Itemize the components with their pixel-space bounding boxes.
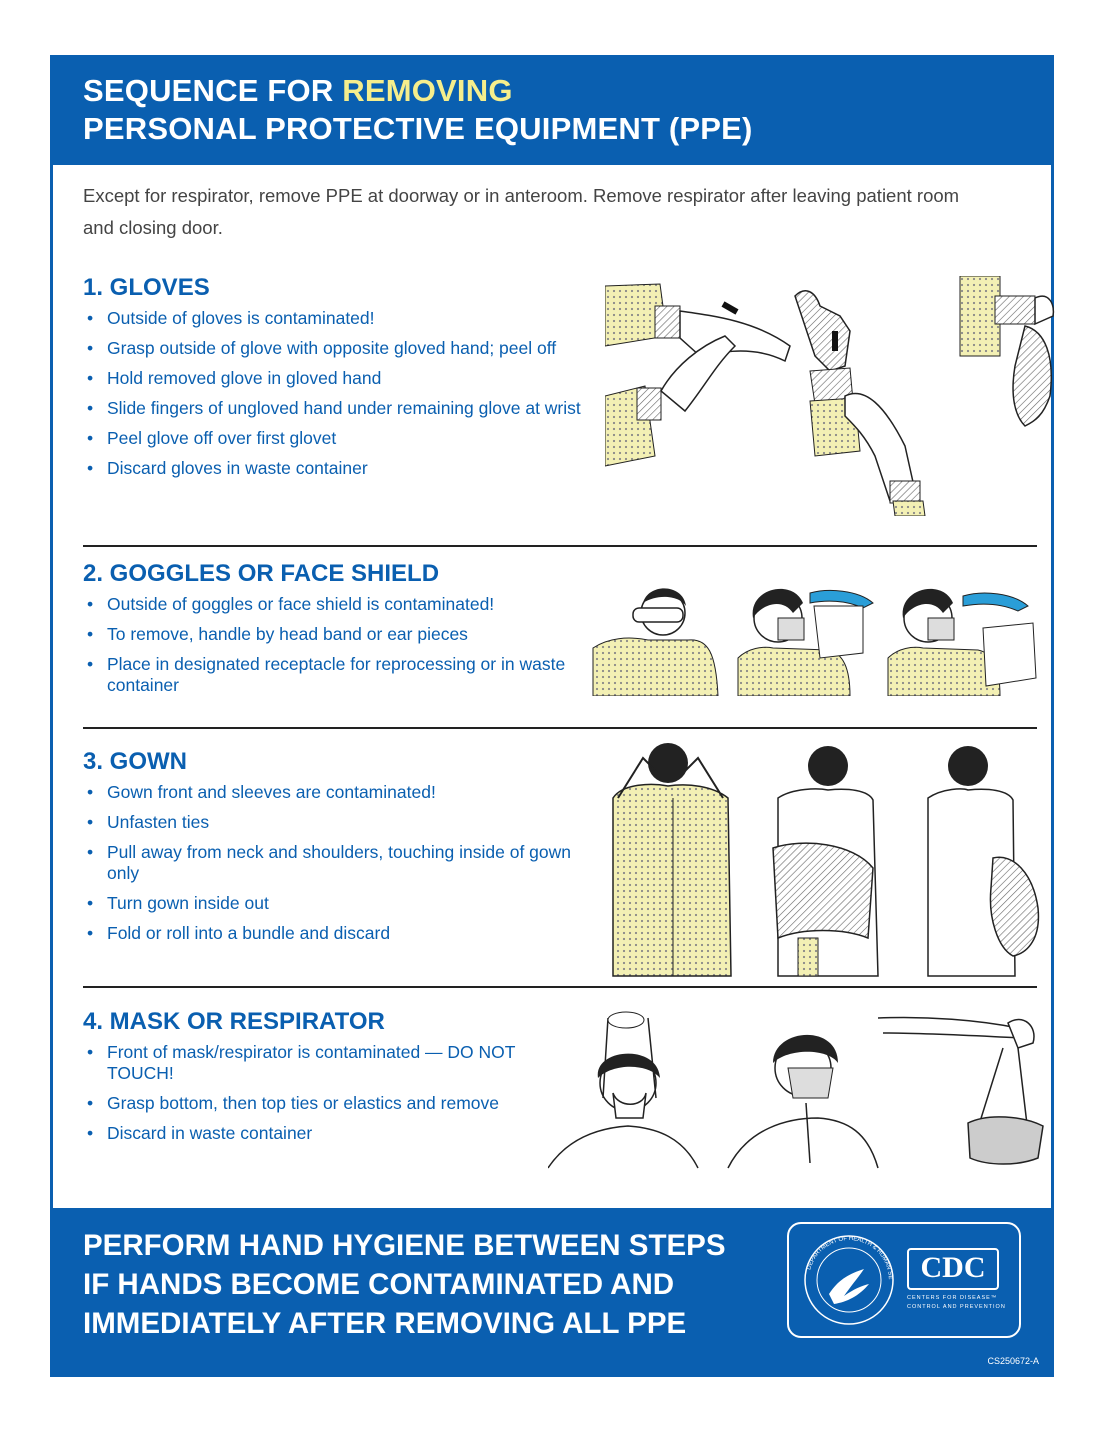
list-item: • Front of mask/respirator is contaminated — DO NOT TOUCH! — [83, 1042, 543, 1084]
footer-line: IF HANDS BECOME CONTAMINATED AND — [83, 1268, 675, 1301]
title-line2: PERSONAL PROTECTIVE EQUIPMENT (PPE) — [83, 111, 753, 146]
glove-removal-illustration — [605, 276, 1055, 516]
intro-text: Except for respirator, remove PPE at doorway or in anteroom. Remove respirator after leaving patient room and closing door. — [83, 185, 960, 238]
list-item: • Discard in waste container — [83, 1123, 543, 1144]
svg-text:DEPARTMENT OF HEALTH & HUMAN S — [789, 1224, 893, 1280]
cdc-subtitle — [907, 1294, 1007, 1312]
list-item: • Grasp bottom, then top ties or elastics and remove — [83, 1093, 543, 1114]
title-highlight: REMOVING — [342, 73, 513, 108]
cdc-sub2: CONTROL AND PREVENTION — [907, 1304, 1006, 1310]
face-shield-removal-illustration — [588, 578, 1048, 696]
section-divider — [83, 545, 1037, 547]
section-divider — [83, 986, 1037, 988]
list-item: • Pull away from neck and shoulders, touching inside of gown only — [83, 842, 583, 884]
cdc-logo-text: CDC — [920, 1251, 986, 1284]
list-item: • Turn gown inside out — [83, 893, 583, 914]
list-item: • Outside of gloves is contaminated! — [83, 308, 603, 329]
logo-box — [787, 1222, 1021, 1338]
respirator-removal-illustration — [548, 1008, 1048, 1178]
list-item: • Place in designated receptacle for reprocessing or in waste container — [83, 654, 583, 696]
seal-text: DEPARTMENT OF HEALTH & HUMAN SE — [806, 1235, 894, 1280]
list-item: • Peel glove off over first glovet — [83, 428, 603, 449]
list-item: • Gown front and sleeves are contaminated! — [83, 782, 583, 803]
list-item: • To remove, handle by head band or ear pieces — [83, 624, 583, 645]
list-item: • Unfasten ties — [83, 812, 583, 833]
poster-frame — [50, 55, 1054, 1377]
section-title: 3. GOWN — [83, 748, 188, 775]
list-item: • Outside of goggles or face shield is contaminated! — [83, 594, 583, 615]
hand-hygiene-message — [83, 1226, 726, 1343]
section-divider — [83, 727, 1037, 729]
section-title: 4. MASK OR RESPIRATOR — [83, 1008, 385, 1035]
page-title — [83, 72, 753, 148]
section-title: 1. GLOVES — [83, 274, 210, 301]
header-banner — [53, 58, 1051, 165]
section-gloves — [83, 274, 603, 488]
bullet-list — [83, 782, 583, 944]
footer-line: IMMEDIATELY AFTER REMOVING ALL PPE — [83, 1307, 687, 1340]
footer-banner — [53, 1208, 1051, 1374]
list-item: • Slide fingers of ungloved hand under remaining glove at wrist — [83, 398, 603, 419]
cdc-logo-icon — [907, 1248, 999, 1290]
section-gown — [83, 748, 583, 953]
list-item: • Hold removed glove in gloved hand — [83, 368, 603, 389]
section-goggles — [83, 560, 583, 705]
list-item: • Grasp outside of glove with opposite gloved hand; peel off — [83, 338, 603, 359]
gown-removal-illustration — [603, 738, 1043, 978]
list-item: • Fold or roll into a bundle and discard — [83, 923, 583, 944]
section-mask — [83, 1008, 543, 1153]
bullet-list — [83, 594, 583, 696]
footer-line: PERFORM HAND HYGIENE BETWEEN STEPS — [83, 1229, 726, 1262]
document-id: CS250672-A — [987, 1356, 1039, 1366]
cdc-sub1: CENTERS FOR DISEASE™ — [907, 1295, 998, 1301]
title-prefix: SEQUENCE FOR — [83, 73, 343, 108]
list-item: • Discard gloves in waste container — [83, 458, 603, 479]
bullet-list — [83, 308, 603, 479]
bullet-list — [83, 1042, 543, 1144]
section-title: 2. GOGGLES OR FACE SHIELD — [83, 560, 440, 587]
